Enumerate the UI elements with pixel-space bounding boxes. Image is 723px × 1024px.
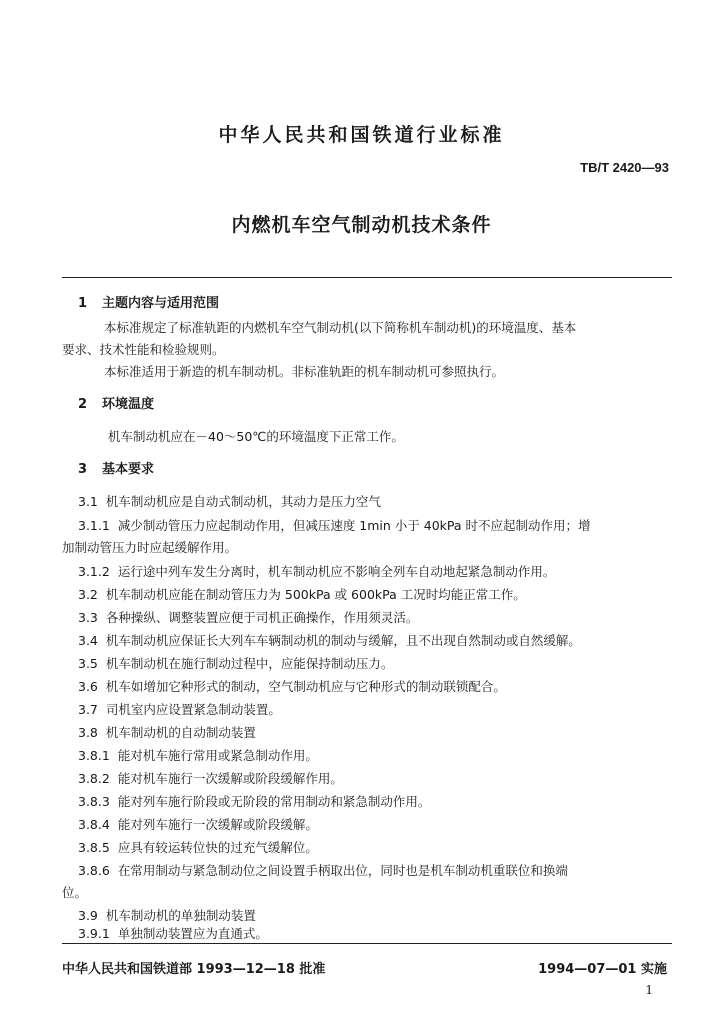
clause-text: 能对机车施行一次缓解或阶段缓解作用。 [117, 771, 343, 786]
clause-number: 3.2 [78, 587, 98, 602]
clause-text: 能对列车施行一次缓解或阶段缓解。 [117, 817, 318, 832]
clause-number: 3.8.1 [78, 748, 110, 763]
section-heading-1 [78, 292, 219, 311]
clause-number: 3.1 [78, 494, 98, 509]
clause-number: 3.8.6 [78, 863, 110, 878]
implementation-date: 1994—07—01 实施 [538, 962, 667, 977]
clause-3-9 [78, 906, 256, 924]
paragraph: 本标准适用于新造的机车制动机。非标准轨距的机车制动机可参照执行。 [104, 364, 505, 379]
clause-text: 司机室内应设置紧急制动装置。 [105, 702, 281, 717]
clause-3-9-1 [78, 924, 268, 942]
clause-continuation: 加制动管压力时应起缓解作用。 [62, 540, 238, 555]
clause-text: 减少制动管压力应起制动作用，但减压速度 1min 小于 40kPa 时不应起制动作用；增 [117, 518, 591, 533]
clause-3-8-2 [78, 769, 343, 787]
clause-3-8 [78, 723, 256, 741]
clause-number: 3.1.2 [78, 564, 110, 579]
clause-number: 3.1.1 [78, 518, 110, 533]
clause-text: 各种操纵、调整装置应便于司机正确操作，作用须灵活。 [105, 610, 419, 625]
clause-number: 3.9 [78, 908, 98, 923]
section-heading-3 [78, 458, 154, 477]
clause-number: 3.8 [78, 725, 98, 740]
footer-divider [62, 943, 672, 944]
document-title: 内燃机车空气制动机技术条件 [231, 214, 492, 236]
section-heading-2 [78, 393, 154, 412]
page-number: 1 [645, 983, 653, 997]
section-number: 3 [78, 462, 88, 477]
clause-3-2 [78, 585, 526, 603]
paragraph: 机车制动机应在－40～50℃的环境温度下正常工作。 [108, 429, 404, 444]
clause-number: 3.4 [78, 633, 98, 648]
section-number: 1 [78, 296, 88, 311]
clause-number: 3.6 [78, 679, 98, 694]
clause-text: 运行途中列车发生分离时，机车制动机应不影响全列车自动地起紧急制动作用。 [117, 564, 556, 579]
clause-3-1-2 [78, 562, 555, 580]
clause-3-6 [78, 677, 506, 695]
standard-code: TB/T 2420—93 [580, 160, 669, 175]
approval-line: 中华人民共和国铁道部 1993—12—18 批准 [62, 962, 326, 977]
clause-number: 3.8.3 [78, 794, 110, 809]
clause-text: 在常用制动与紧急制动位之间设置手柄取出位，同时也是机车制动机重联位和换端 [117, 863, 568, 878]
clause-3-8-4 [78, 815, 318, 833]
clause-3-8-1 [78, 746, 318, 764]
clause-text: 机车制动机的自动制动装置 [105, 725, 256, 740]
clause-text: 机车如增加它种形式的制动，空气制动机应与它种形式的制动联锁配合。 [105, 679, 506, 694]
clause-3-8-3 [78, 792, 430, 810]
clause-number: 3.8.4 [78, 817, 110, 832]
clause-3-3 [78, 608, 418, 626]
clause-number: 3.9.1 [78, 926, 110, 941]
clause-text: 能对列车施行阶段或无阶段的常用制动和紧急制动作用。 [117, 794, 431, 809]
clause-number: 3.3 [78, 610, 98, 625]
clause-number: 3.8.2 [78, 771, 110, 786]
clause-3-1 [78, 492, 381, 510]
clause-text: 机车制动机应能在制动管压力为 500kPa 或 600kPa 工况时均能正常工作。 [105, 587, 526, 602]
section-number: 2 [78, 397, 88, 412]
clause-continuation: 位。 [62, 885, 88, 900]
clause-3-1-1 [78, 516, 591, 534]
paragraph: 本标准规定了标准轨距的内燃机车空气制动机(以下简称机车制动机)的环境温度、基本 [104, 320, 577, 335]
clause-3-8-6 [78, 861, 568, 879]
section-title: 主题内容与适用范围 [102, 296, 220, 311]
clause-number: 3.7 [78, 702, 98, 717]
clause-text: 能对机车施行常用或紧急制动作用。 [117, 748, 318, 763]
clause-3-5 [78, 654, 393, 672]
clause-3-8-5 [78, 838, 318, 856]
clause-text: 应具有较运转位快的过充气缓解位。 [117, 840, 318, 855]
section-title: 基本要求 [102, 462, 155, 477]
clause-3-4 [78, 631, 581, 649]
header-divider [62, 277, 672, 278]
clause-text: 机车制动机应是自动式制动机，其动力是压力空气 [105, 494, 381, 509]
paragraph: 要求、技术性能和检验规则。 [62, 342, 225, 357]
clause-3-7 [78, 700, 281, 718]
clause-text: 单独制动装置应为直通式。 [117, 926, 268, 941]
clause-text: 机车制动机在施行制动过程中，应能保持制动压力。 [105, 656, 394, 671]
section-title: 环境温度 [102, 397, 155, 412]
org-title: 中华人民共和国铁道行业标准 [218, 124, 505, 146]
clause-text: 机车制动机的单独制动装置 [105, 908, 256, 923]
clause-number: 3.8.5 [78, 840, 110, 855]
clause-text: 机车制动机应保证长大列车车辆制动机的制动与缓解，且不出现自然制动或自然缓解。 [105, 633, 581, 648]
clause-number: 3.5 [78, 656, 98, 671]
